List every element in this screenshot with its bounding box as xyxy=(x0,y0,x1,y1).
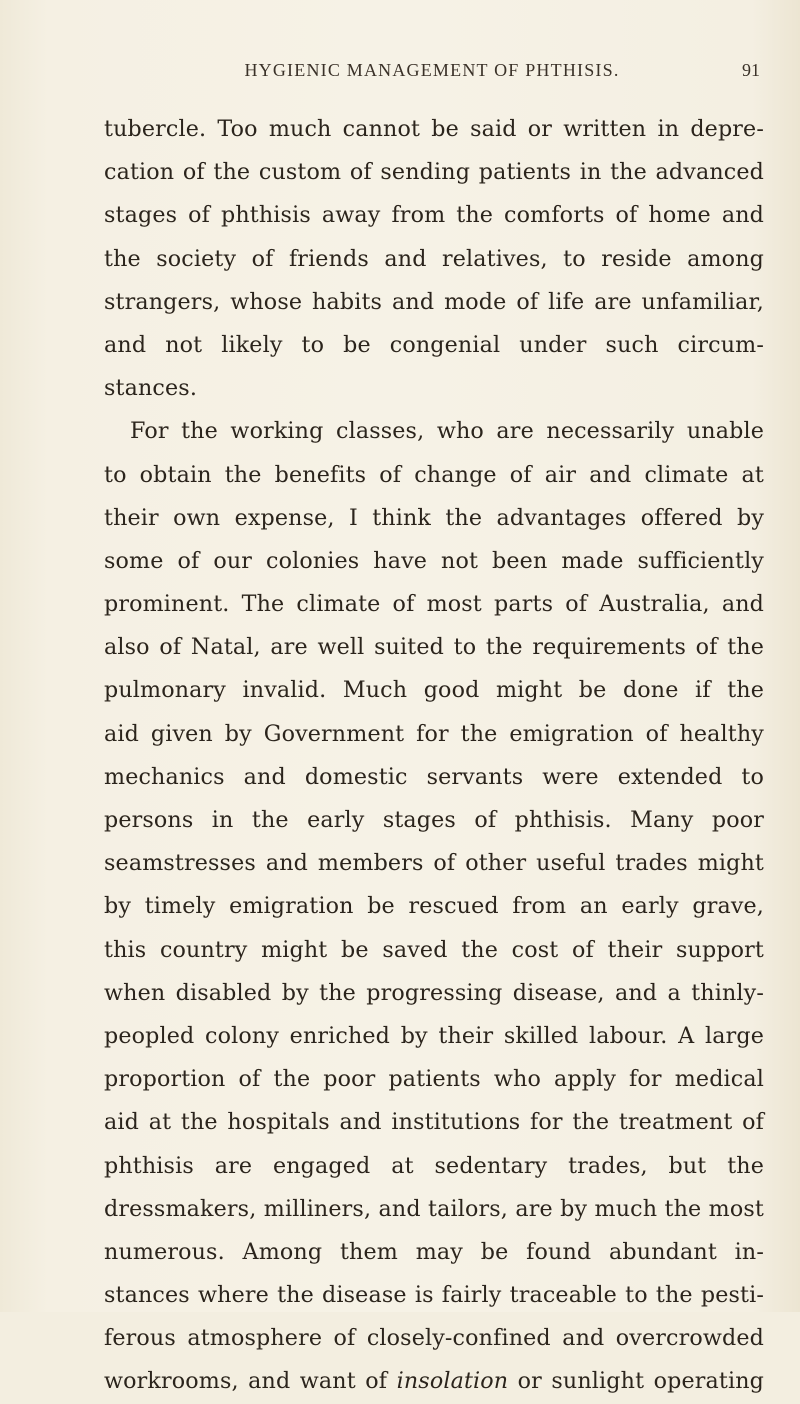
text-line: dressmakers, milliners, and tailors, are by much the most xyxy=(104,1195,764,1222)
text-line: the society of friends and relatives, to reside among xyxy=(104,245,764,272)
text-line: some of our colonies have not been made sufficiently xyxy=(104,547,764,574)
final-line-start: workrooms, and want of xyxy=(104,1368,397,1395)
text-line: to obtain the benefits of change of air and climate at xyxy=(104,461,764,488)
final-line-end: or sunlight operating xyxy=(508,1368,764,1395)
text-line-final xyxy=(104,1360,764,1403)
text-line: when disabled by the progressing disease, and a thinly- xyxy=(104,979,764,1006)
body-text xyxy=(104,108,764,1404)
text-line: ferous atmosphere of closely-confined and overcrowded xyxy=(104,1325,764,1352)
text-line: tubercle. Too much cannot be said or written in depre- xyxy=(104,116,764,142)
text-line: For the working classes, who are necessarily unable xyxy=(130,418,764,445)
text-line: pulmonary invalid. Much good might be done if the xyxy=(104,677,764,704)
text-line: this country might be saved the cost of their support xyxy=(104,936,764,963)
page-number: 91 xyxy=(742,60,760,80)
text-line: and not likely to be congenial under such circum- xyxy=(104,331,764,358)
text-line: stances. xyxy=(104,375,198,402)
text-line: cation of the custom of sending patients in the advanced xyxy=(104,159,764,186)
text-line: their own expense, I think the advantages offered by xyxy=(104,504,764,531)
text-line: by timely emigration be rescued from an early grave, xyxy=(104,893,764,920)
text-line: numerous. Among them may be found abundant in- xyxy=(104,1238,764,1265)
italic-word: insolation xyxy=(396,1368,509,1395)
text-line: stances where the disease is fairly traceable to the pesti- xyxy=(104,1282,764,1309)
text-line: phthisis are engaged at sedentary trades, but the xyxy=(104,1152,764,1179)
text-line: aid at the hospitals and institutions for the treatment of xyxy=(104,1109,764,1136)
text-line: persons in the early stages of phthisis. Many poor xyxy=(104,807,764,833)
text-line: aid given by Government for the emigration of healthy xyxy=(104,720,764,747)
running-head xyxy=(104,56,760,84)
running-title: HYGIENIC MANAGEMENT OF PHTHISIS. xyxy=(244,59,620,80)
text-line: peopled colony enriched by their skilled labour. A large xyxy=(104,1022,764,1049)
text-line: also of Natal, are well suited to the requirements of the xyxy=(104,634,764,661)
text-line: seamstresses and members of other useful trades might xyxy=(104,850,764,877)
text-line: strangers, whose habits and mode of life are unfamiliar, xyxy=(104,288,764,315)
text-line: proportion of the poor patients who apply for medical xyxy=(104,1066,764,1093)
text-line: stages of phthisis away from the comforts of home and xyxy=(104,202,764,229)
text-line: mechanics and domestic servants were extended to xyxy=(104,763,764,790)
text-line: prominent. The climate of most parts of Australia, and xyxy=(104,591,764,618)
